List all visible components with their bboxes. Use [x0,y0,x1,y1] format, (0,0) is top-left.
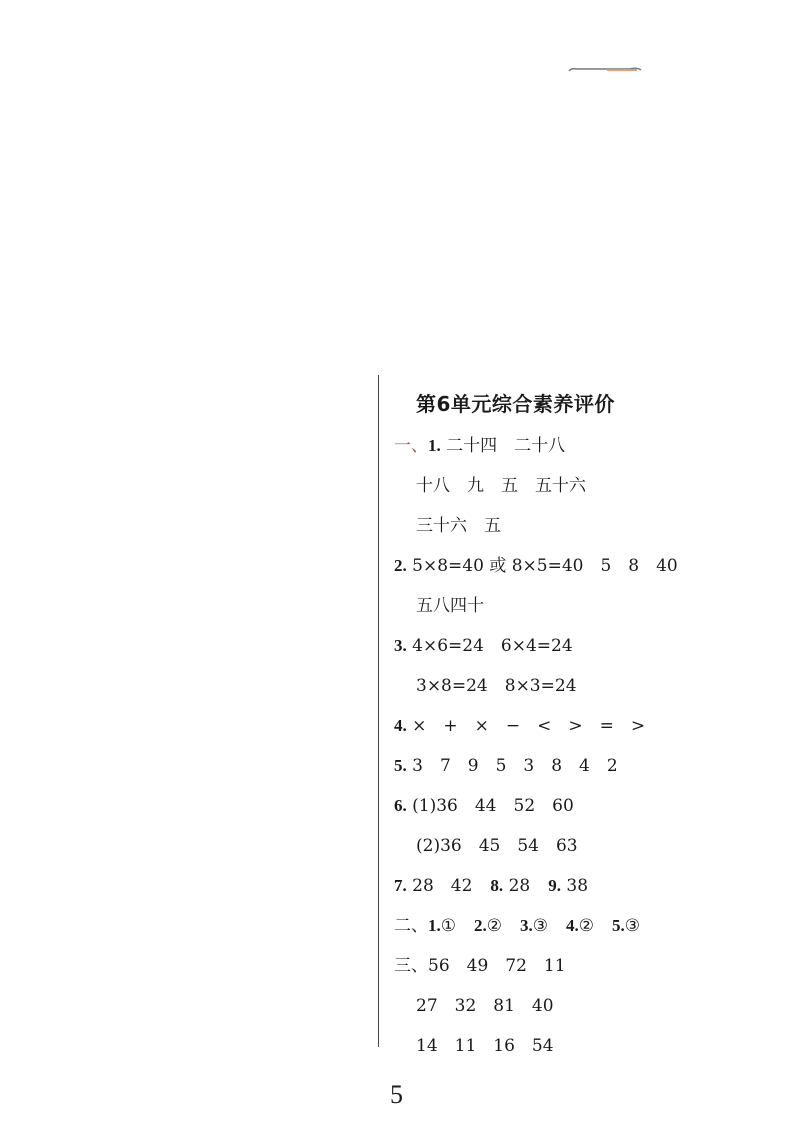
q2-label: 2. [394,556,407,575]
answer-line-1-4 [394,706,784,746]
q3-line2: 3×8=24 8×3=24 [416,676,577,696]
s2-item3-label: 3. [520,916,533,935]
answer-line-1-2a [394,546,784,586]
answer-line-1-5 [394,746,784,786]
s2-item3-value: ③ [532,916,548,936]
q8-label: 8. [490,876,504,895]
answer-line-1-6b [394,826,784,866]
q4-text: × + × − < > = > [412,716,646,736]
answer-column [394,386,784,1066]
section-two-marker: 二、 [394,916,428,936]
answer-line-3a [394,946,784,986]
s2-item5-label: 5. [612,916,625,935]
q7-label: 7. [394,876,407,895]
answer-line-3c [394,1026,784,1066]
q9-label: 9. [548,876,561,895]
q6-line2: (2)36 45 54 63 [416,836,578,856]
s3-row3: 14 11 16 54 [416,1036,554,1056]
page-number: 5 [390,1080,403,1109]
s2-item5-value: ③ [624,916,640,936]
s2-item4-value: ② [578,916,594,936]
answer-line-1-7-9 [394,866,784,906]
q3-label: 3. [394,636,407,655]
answer-line-1-1a [394,426,784,466]
q1-line3: 三十六 五 [416,516,501,536]
q5-label: 5. [394,756,407,775]
answer-line-1-6a [394,786,784,826]
s3-row2: 27 32 81 40 [416,996,554,1016]
q1-label: 1. [428,436,441,455]
q6-line1: (1)36 44 52 60 [412,796,574,816]
q3-line1: 4×6=24 6×4=24 [412,636,573,656]
answer-line-1-3b [394,666,784,706]
q1-line1: 二十四 二十八 [446,436,566,456]
q5-text: 3 7 9 5 3 8 4 2 [412,756,618,776]
decorative-corner-mark [567,66,643,72]
answer-line-1-2b [394,586,784,626]
s2-item1-label: 1. [428,916,441,935]
answer-line-1-1b [394,466,784,506]
section-three-marker: 三、 [394,956,428,976]
s2-item2-value: ② [486,916,502,936]
s2-item4-label: 4. [566,916,579,935]
answer-line-1-1c [394,506,784,546]
q4-label: 4. [394,716,407,735]
q1-line2: 十八 九 五 五十六 [416,476,586,496]
q7-text: 28 42 [412,876,473,896]
s3-row1: 56 49 72 11 [428,956,566,976]
q2-line1: 5×8=40 或 8×5=40 5 8 40 [412,556,678,576]
q8-text: 28 [508,876,531,896]
q9-text: 38 [566,876,589,896]
answer-line-2 [394,906,784,946]
q2-line2: 五八四十 [416,596,484,616]
q6-label: 6. [394,796,407,815]
s2-item2-label: 2. [474,916,487,935]
answer-line-3b [394,986,784,1026]
answer-line-1-3a [394,626,784,666]
section-heading: 第6单元综合素养评价 [416,392,615,416]
section-one-marker: 一、 [394,436,428,456]
s2-item1-value: ① [440,916,456,936]
column-divider [378,375,379,1047]
